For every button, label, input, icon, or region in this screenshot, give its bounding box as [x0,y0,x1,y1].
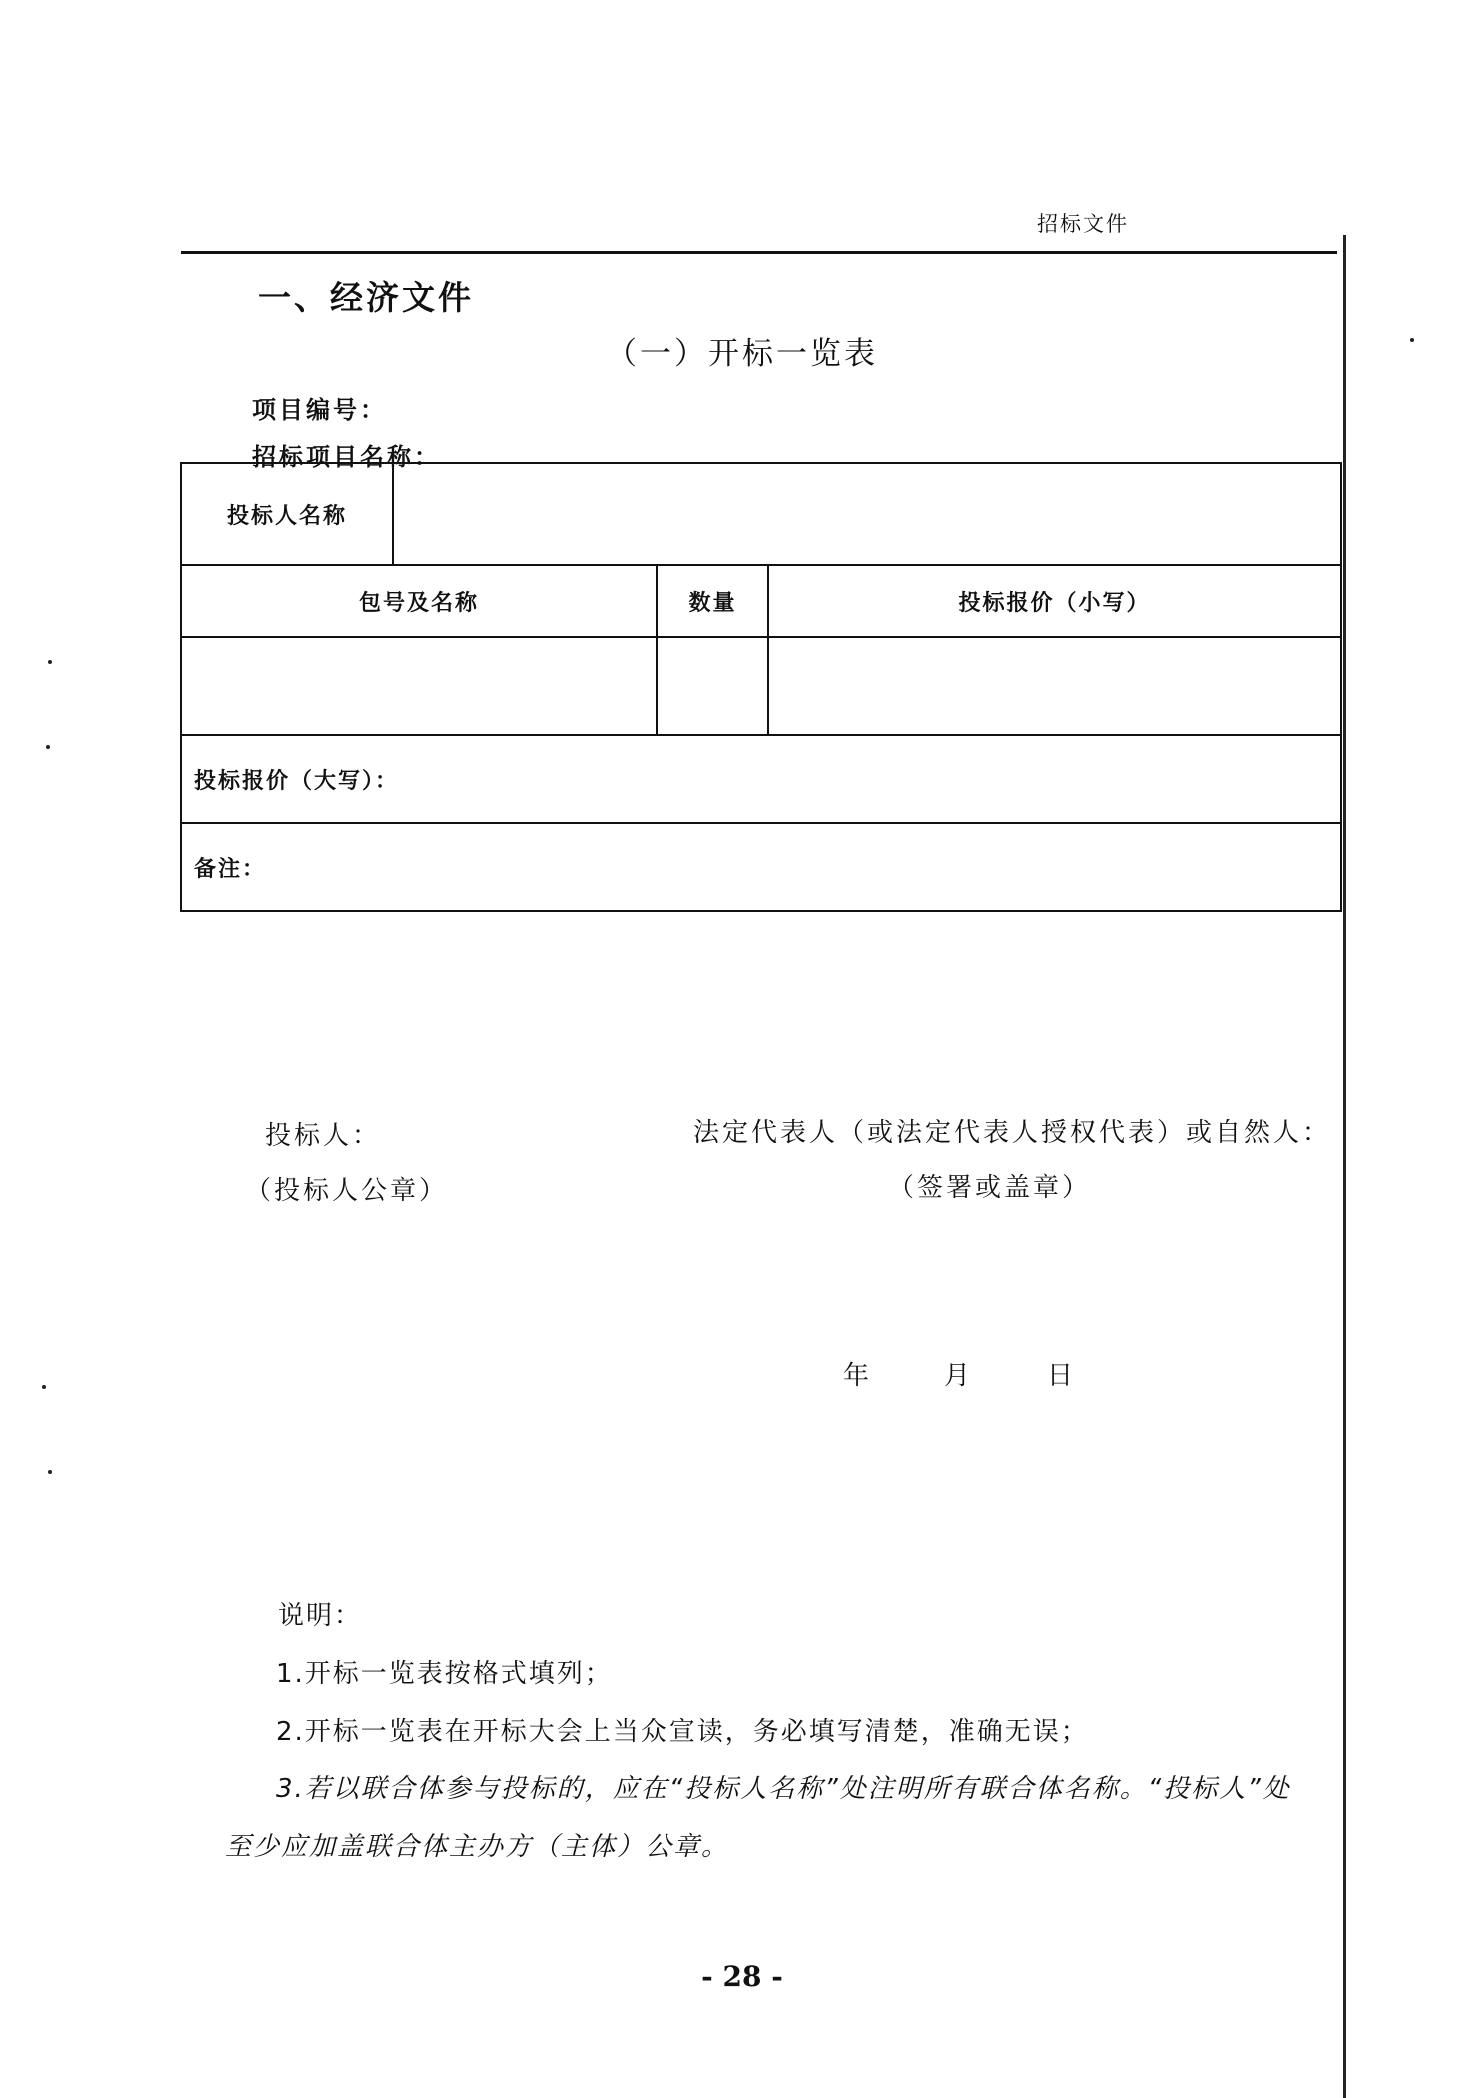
remarks-cell[interactable] [181,823,1341,911]
bidder-name-label: 投标人名称 [181,463,393,565]
bidder-name-row [181,463,1341,565]
scan-speck [48,1470,52,1474]
header-rule [181,251,1337,254]
remarks-row [181,823,1341,911]
note-item-1: 1.开标一览表按格式填列； [276,1659,613,1689]
page-number: - 28 - [701,1960,783,1993]
notes-title: 说明： [278,1601,363,1631]
signature-seal-label: （签署或盖章） [888,1173,1092,1203]
scan-speck [1410,338,1414,342]
scan-speck [48,660,52,664]
note-item-3-line-2: 至少应加盖联合体主办方（主体）公章。 [225,1832,730,1862]
table-row [181,637,1341,735]
price-small-cell[interactable] [768,637,1341,735]
date-day: 日 [1047,1361,1074,1391]
project-name-label: 招标项目名称： [252,443,441,471]
bidder-seal-label: （投标人公章） [245,1176,449,1206]
quantity-cell[interactable] [657,637,768,735]
right-margin-rule [1343,235,1346,2098]
package-header: 包号及名称 [181,565,657,637]
price-capital-row [181,735,1341,823]
bid-summary-table [180,462,1342,912]
scan-speck [46,745,50,749]
price-capital-cell[interactable] [181,735,1341,823]
date-month: 月 [944,1361,971,1391]
scan-speck [42,1385,46,1389]
price-small-header: 投标报价（小写） [768,565,1341,637]
note-item-2: 2.开标一览表在开标大会上当众宣读，务必填写清楚，准确无误； [276,1717,1089,1747]
note-item-3-line-1: 3.若以联合体参与投标的，应在“投标人名称”处注明所有联合体名称。“投标人”处 [276,1774,1291,1804]
price-capital-label: 投标报价（大写）： [194,768,400,794]
form-title: （一）开标一览表 [606,336,878,372]
quantity-header: 数量 [657,565,768,637]
bidder-label: 投标人： [265,1121,382,1151]
package-cell[interactable] [181,637,657,735]
remarks-label: 备注： [194,856,267,882]
bidder-name-cell[interactable] [393,463,1341,565]
column-header-row [181,565,1341,637]
date-year: 年 [843,1361,870,1391]
document-type-header: 招标文件 [1037,212,1129,236]
legal-rep-label: 法定代表人（或法定代表人授权代表）或自然人： [693,1118,1332,1148]
section-title: 一、经济文件 [258,278,474,317]
project-number-label: 项目编号： [252,396,387,424]
